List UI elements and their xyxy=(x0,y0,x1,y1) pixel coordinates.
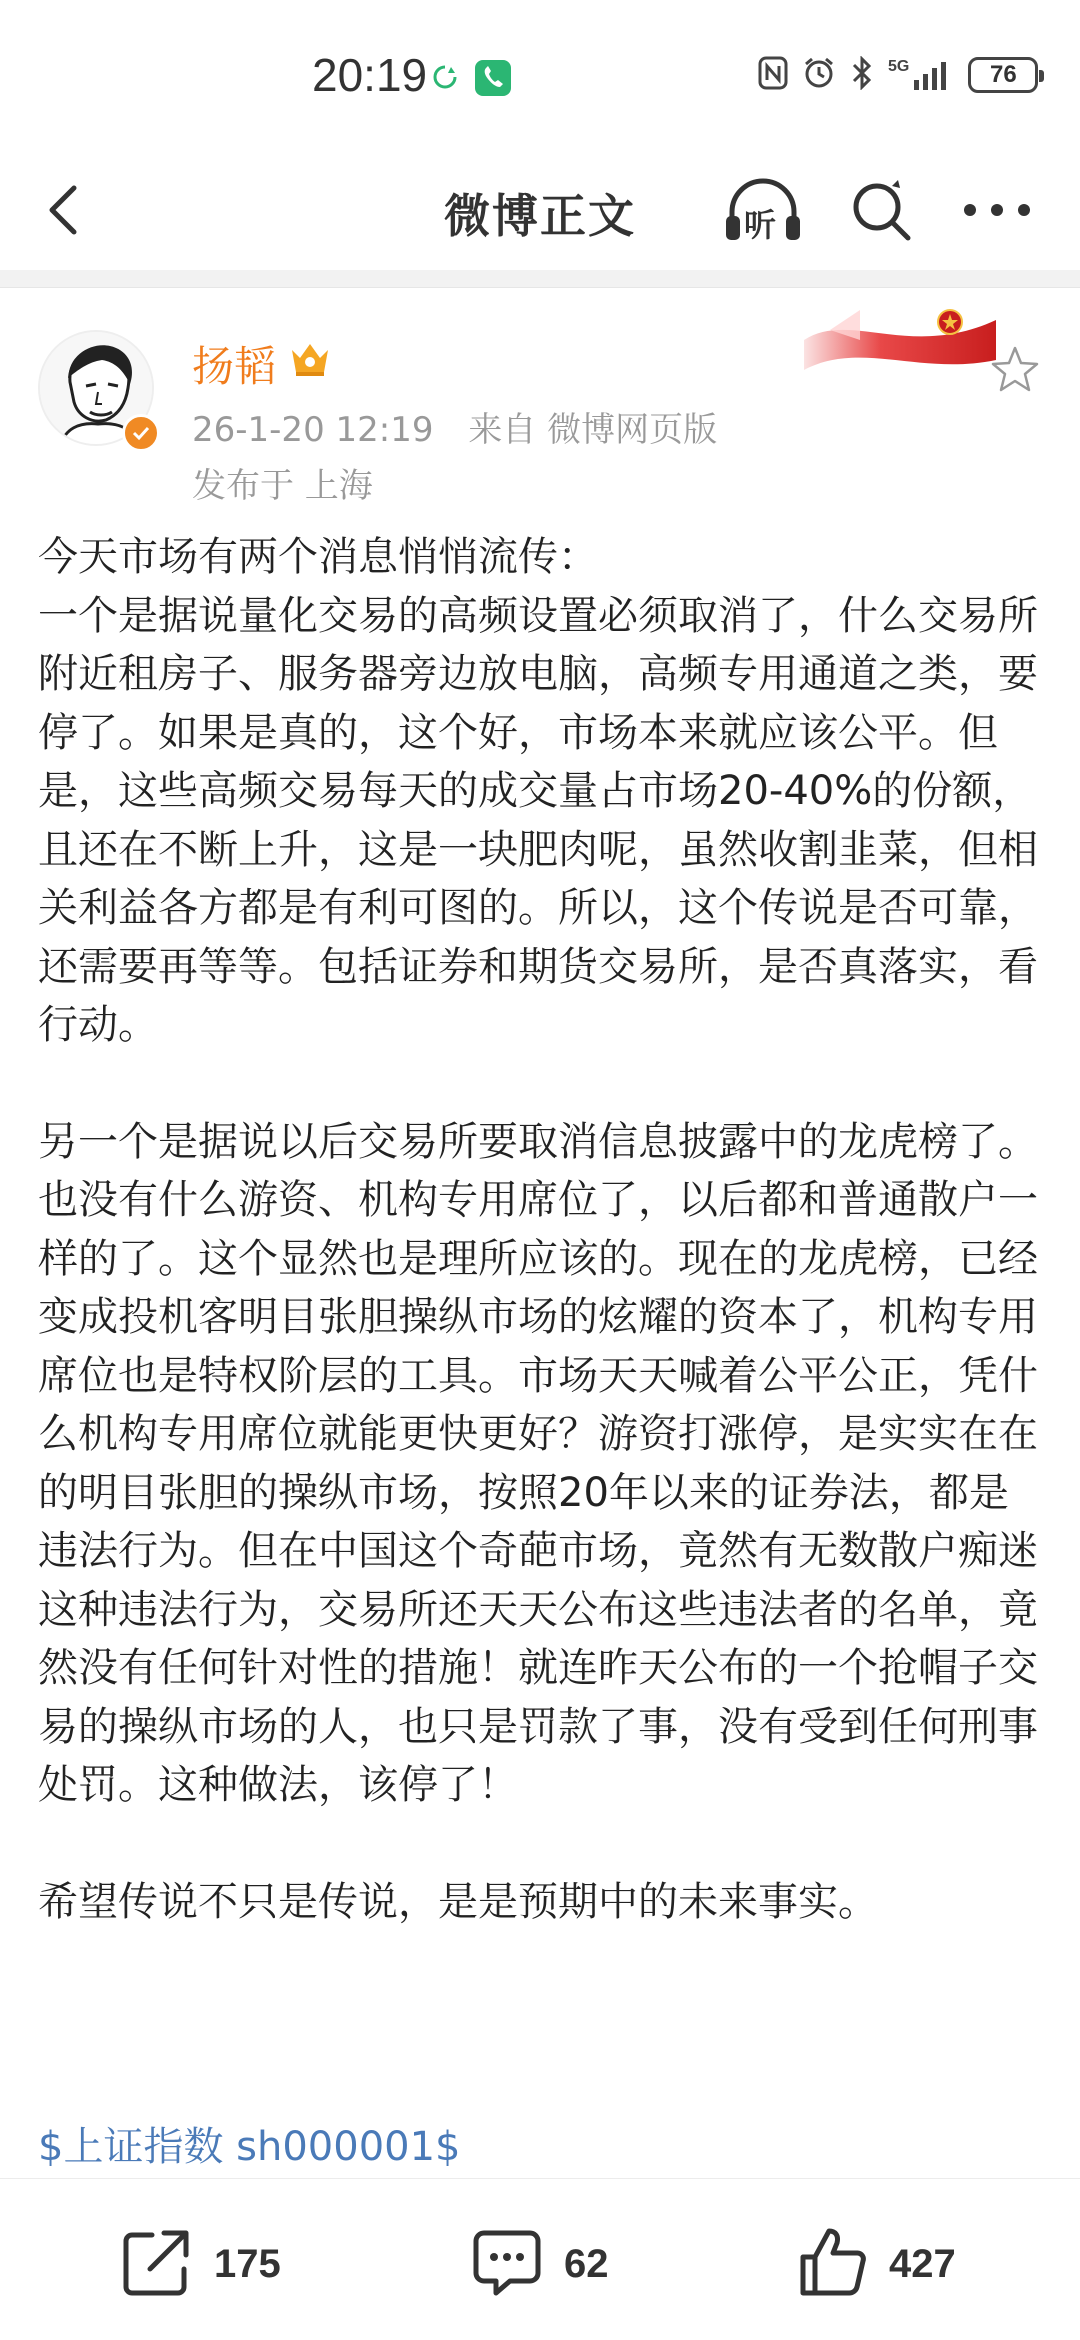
post-paragraph-2: 另一个是据说以后交易所要取消信息披露中的龙虎榜了。也没有什么游资、机构专用席位了，以后都和普通散户一样的了。这个显然也是理所应该的。现在的龙虎榜，已经变成投机客明目张胆操纵市场的炫耀的资本了，机构专用席位也是特权阶层的工具。市场天天喊着公平公正，凭什么机构专用席位就能更快更好？游资打涨停，是实实在在的明目张胆的操纵市场，按照20年以来的证券法，都是违法行为。但在中国这个奇葩市场，竟然有无数散户痴迷这种违法行为，交易所还天天公布这些违法者的名单，竟然没有任何针对性的措施！就连昨天公布的一个抢帽子交易的操纵市场的人，也只是罚款了事，没有受到任何刑事处罚。这种做法，该停了！ xyxy=(38,1118,1038,1808)
nfc-icon xyxy=(758,56,788,94)
post-body xyxy=(38,528,1048,1931)
signal-icon xyxy=(888,58,954,92)
sync-icon xyxy=(432,64,458,94)
status-icons xyxy=(758,56,1038,94)
phone-call-icon xyxy=(475,60,511,100)
alarm-icon xyxy=(802,56,836,94)
stock-tag-link[interactable]: $上证指数 sh000001$ xyxy=(38,2124,461,2170)
post-time: 26-1-20 12:19 xyxy=(192,410,434,450)
share-icon xyxy=(120,2225,194,2303)
action-bar xyxy=(0,2178,1080,2340)
favorite-star-icon[interactable] xyxy=(990,345,1040,397)
nav-bar xyxy=(0,150,1080,270)
search-icon[interactable] xyxy=(848,178,914,248)
like-count: 427 xyxy=(889,2241,956,2286)
comment-icon xyxy=(470,2225,544,2303)
network-label: 5G xyxy=(888,58,910,75)
status-bar xyxy=(0,0,1080,150)
flag-decoration-icon xyxy=(800,300,1000,376)
post-meta xyxy=(192,402,741,451)
comment-button[interactable] xyxy=(470,2224,609,2304)
battery-level: 76 xyxy=(989,61,1017,88)
listen-label: 听 xyxy=(744,206,777,244)
share-count: 175 xyxy=(214,2241,281,2286)
status-time: 20:19 xyxy=(312,49,428,101)
battery-icon xyxy=(968,57,1038,93)
like-button[interactable] xyxy=(795,2224,956,2304)
verified-icon xyxy=(122,414,160,452)
listen-headphones-icon[interactable] xyxy=(722,178,804,244)
post-paragraph-1: 今天市场有两个消息悄悄流传： 一个是据说量化交易的高频设置必须取消了，什么交易所附近租房子、服务器旁边放电脑，高频专用通道之类，要停了。如果是真的，这个好，市场本来就应该公平。但是，这些高频交易每天的成交量占市场20-40%的份额，且还在不断上升，这是一块肥肉呢，虽然收割韭菜，但相关利益各方都是有利可图的。所以，这个传说是否可靠，还需要再等等。包括证券和期货交易所，是否真落实，看行动。 xyxy=(38,534,1038,1048)
page-title: 微博正文 xyxy=(444,189,636,243)
post-source: 来自 微博网页版 xyxy=(468,410,718,450)
comment-count: 62 xyxy=(564,2241,609,2286)
more-icon[interactable] xyxy=(962,202,1032,222)
post-paragraph-3: 希望传说不只是传说，是是预期中的未来事实。 xyxy=(38,1878,878,1925)
author-name[interactable]: 扬韬 xyxy=(192,342,277,391)
thumbs-up-icon xyxy=(795,2225,869,2303)
bluetooth-icon xyxy=(850,56,874,94)
share-button[interactable] xyxy=(120,2224,281,2304)
post-location: 发布于 上海 xyxy=(192,466,373,506)
section-divider xyxy=(0,270,1080,288)
member-badge-icon[interactable] xyxy=(288,340,332,382)
